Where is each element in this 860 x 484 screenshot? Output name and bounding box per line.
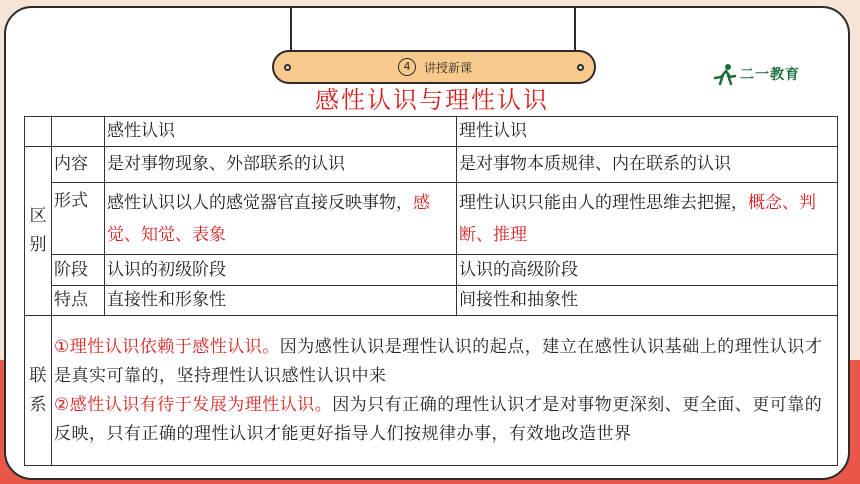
section-number-badge: 4 [398, 58, 416, 76]
group-char: 联 [29, 365, 47, 386]
text-plain: 感性认识以人的感觉器官直接反映事物， [107, 192, 413, 213]
row-label: 阶段 [52, 255, 105, 286]
row-label: 内容 [52, 147, 105, 183]
text-highlight: 概念、判断、推理 [459, 192, 816, 245]
cell-perceptual: 认识的初级阶段 [105, 255, 457, 286]
col-header-rational: 理性认识 [457, 117, 838, 147]
relation-point-2-highlight: ②感性认识有待于发展为理性认识。 [54, 394, 333, 415]
group-char: 系 [29, 394, 47, 415]
hanger-right [574, 8, 576, 50]
table-row [25, 147, 838, 183]
pill-dot-left [284, 64, 291, 71]
group-label-qubie [25, 147, 52, 316]
col-header-perceptual: 感性认识 [105, 117, 457, 147]
cell-perceptual: 直接性和形象性 [105, 286, 457, 316]
comparison-table [24, 116, 838, 466]
page-title: 感性认识与理性认识 [315, 86, 549, 114]
corner-cell [25, 117, 52, 147]
table-row [25, 183, 838, 255]
relation-point-1-highlight: ①理性认识依赖于感性认识。 [54, 336, 280, 357]
hanger-left [290, 8, 292, 50]
row-label: 形式 [52, 183, 105, 255]
text-highlight: 感觉、知觉、表象 [107, 192, 430, 245]
cell-perceptual: 是对事物现象、外部联系的认识 [105, 147, 457, 183]
row-label: 特点 [52, 286, 105, 316]
cell-perceptual [105, 183, 457, 255]
cell-rational: 间接性和抽象性 [457, 286, 838, 316]
cell-rational: 认识的高级阶段 [457, 255, 838, 286]
corner-cell [52, 117, 105, 147]
table-header-row [25, 117, 838, 147]
cell-rational [457, 183, 838, 255]
table-row [25, 316, 838, 466]
relation-cell [52, 316, 838, 466]
section-label: 讲授新课 [424, 61, 473, 75]
group-label-lianxi [25, 316, 52, 466]
logo-text: 二一教育 [740, 67, 800, 83]
group-char: 别 [29, 235, 47, 255]
cell-rational: 是对事物本质规律、内在联系的认识 [457, 147, 838, 183]
pill-dot-right [577, 64, 584, 71]
relation-point-1-text: 因为感性认识是理性认识的起点，建立在感性认识基础上的理性认识才是真实可靠的，坚持理性认识感性认识中来 [54, 336, 823, 386]
section-pill [272, 50, 596, 84]
group-char: 区 [29, 206, 47, 226]
table-row [25, 286, 838, 316]
text-plain: 理性认识只能由人的理性思维去把握， [459, 192, 748, 213]
table-row [25, 255, 838, 286]
relation-point-2-text: 因为只有正确的理性认识才是对事物更深刻、更全面、更可靠的反映，只有正确的理性认识才能更好指导人们按规律办事，有效地改造世界 [54, 394, 823, 444]
